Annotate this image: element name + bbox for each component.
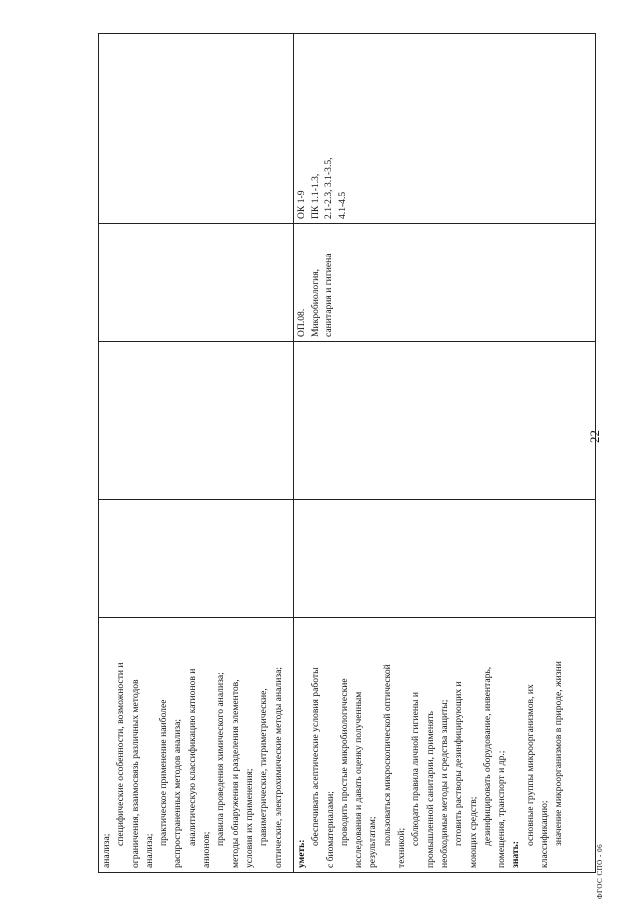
empty-cell (99, 500, 294, 618)
empty-cell (99, 224, 294, 342)
text-line: методы обнаружения и разделения элементов, (229, 679, 241, 868)
text-line: гравиметрические, титриметрические, (258, 688, 270, 846)
text-line: исследования и давать оценку полученным (353, 691, 365, 868)
text-line: классификацию; (539, 800, 551, 868)
text-line: аналитическую классификацию катионов и (186, 668, 198, 846)
text-line: моющих средств; (467, 796, 479, 868)
curriculum-table (98, 33, 596, 873)
text-line: с биоматериалами; (324, 791, 336, 868)
text-line: условия их применения; (243, 768, 255, 868)
text-line: практическое применение наиболее (158, 699, 170, 846)
text-line: пользоваться микроскопической оптической (381, 664, 393, 846)
text-line: дезинфицировать оборудование, инвентарь, (481, 666, 493, 846)
discipline-line: Микробиология, (309, 268, 321, 337)
discipline-cell (294, 224, 596, 342)
text-line: основные группы микроорганизмов, их (524, 684, 536, 846)
discipline-line: ОП.08. (296, 308, 307, 337)
competency-line: 2.1-2.3, 3.1-3.5, (323, 157, 335, 219)
text-line: оптические, электрохимические методы анализа; (272, 666, 284, 868)
footer-code: ФГОС СПО - 06 (596, 843, 604, 899)
text-line: помещения, транспорт и др.; (496, 750, 508, 868)
text-line: результатам; (367, 816, 379, 868)
text-line: необходимые методы и средства защиты; (438, 699, 450, 868)
text-line: промышленной санитарии, применять (424, 711, 436, 868)
text-line: специфические особенности, возможности и (115, 662, 127, 846)
text-line: проводить простые микробиологические (338, 678, 350, 846)
table-row (294, 34, 596, 873)
text-line: соблюдать правила личной гигиены и (410, 691, 422, 846)
empty-cell (99, 342, 294, 500)
text-line: анализа; (143, 833, 155, 868)
competency-line: 4.1-4.5 (336, 191, 348, 219)
text-line: обеспечивать асептические условия работы (310, 667, 322, 846)
competency-line: ПК 1.1-1.3, (309, 173, 321, 219)
table-row (99, 34, 294, 873)
text-line: анионов; (201, 831, 213, 868)
text-line: готовить растворы дезинфицирующих и (453, 681, 465, 846)
text-line: уметь: (296, 839, 307, 868)
content-cell (99, 618, 294, 873)
text-line: правила проведения химического анализа; (215, 672, 227, 846)
empty-cell (294, 342, 596, 500)
text-line: знать: (510, 841, 522, 868)
text-line: значение микроорганизмов в природе, жизни (553, 661, 565, 846)
text-line: анализа; (101, 833, 112, 868)
text-line: ограничения, взаимосвязь различных методов (129, 679, 141, 868)
competency-line: ОК 1-9 (296, 190, 307, 219)
page-number: 22 (587, 430, 602, 443)
content-cell (294, 618, 596, 873)
text-line: техникой; (396, 827, 408, 868)
discipline-line: санитария и гигиена (323, 253, 335, 337)
empty-cell (99, 34, 294, 224)
competency-cell (294, 34, 596, 224)
text-line: распространенных методов анализа; (172, 718, 184, 868)
empty-cell (294, 500, 596, 618)
